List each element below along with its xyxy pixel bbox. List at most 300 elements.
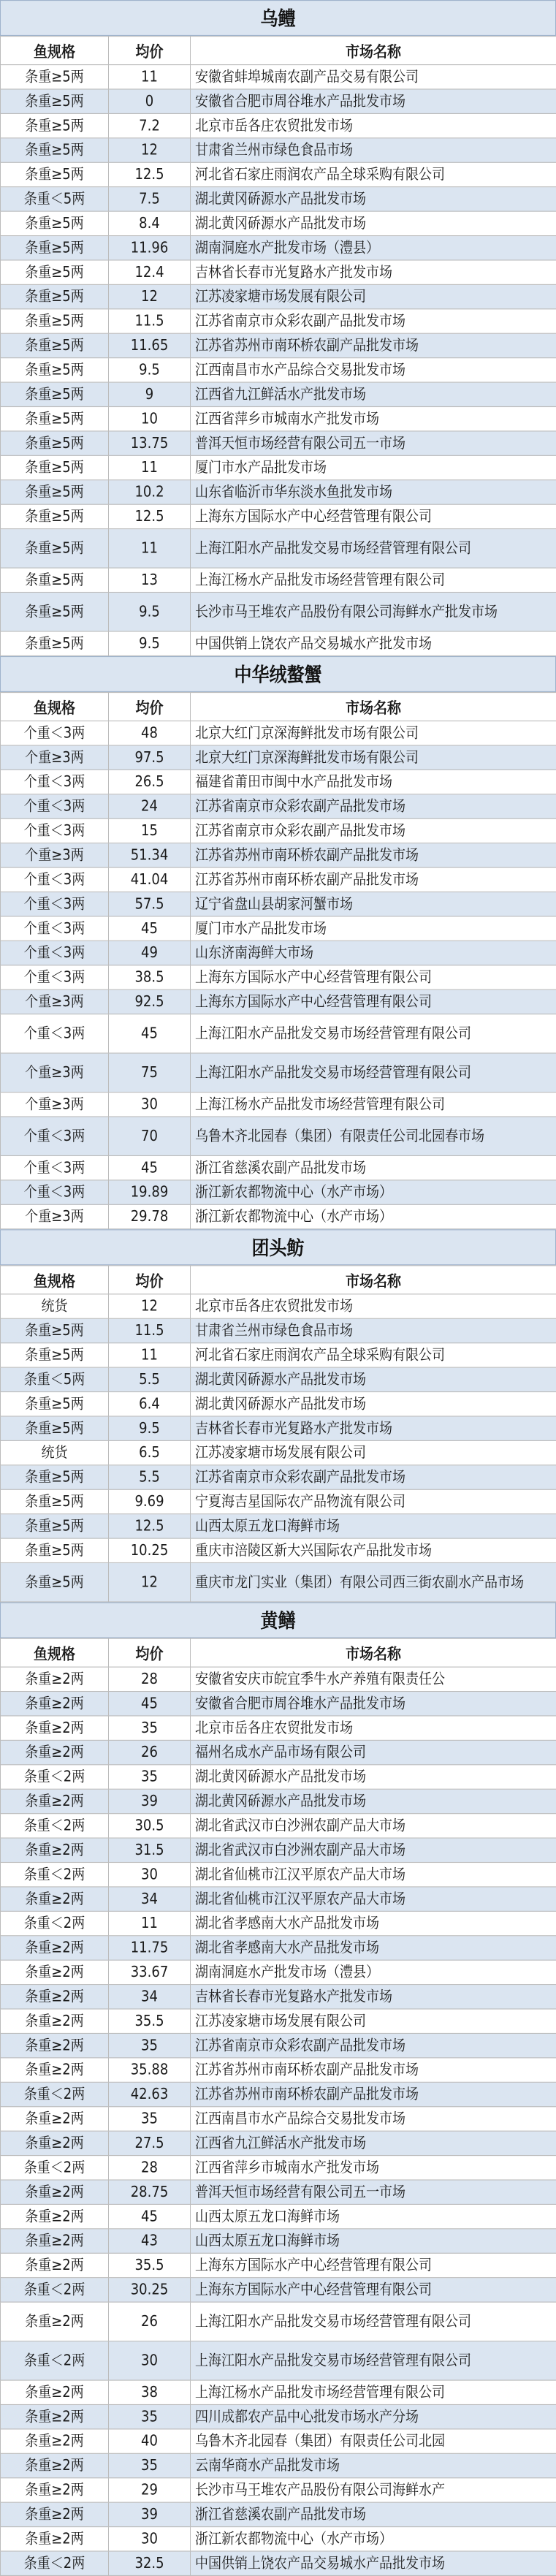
market-cell: 中国供销上饶农产品交易城水产品批发市场: [191, 2551, 556, 2575]
market-cell: 江苏省南京市众彩农副产品批发市场: [191, 794, 556, 818]
market-cell: 上海东方国际水产中心经营管理有限公司: [191, 965, 556, 989]
market-cell: 江西南昌市水产品综合交易批发市场: [191, 2107, 556, 2131]
table-row: [1, 382, 556, 406]
price-cell: 9.5: [109, 631, 191, 656]
spec-cell: 个重≥3两: [1, 1204, 109, 1228]
market-cell: 北京市岳各庄农贸批发市场: [191, 113, 556, 137]
market-cell: 长沙市马王堆农产品股份有限公司海鲜水产: [191, 2478, 556, 2502]
table-row: [1, 406, 556, 430]
table-row: [1, 1093, 556, 1117]
spec-cell: 个重＜3两: [1, 1014, 109, 1053]
spec-cell: 条重＜2两: [1, 2341, 109, 2380]
spec-cell: 条重≥2两: [1, 2009, 109, 2033]
table-row: [1, 2229, 556, 2253]
spec-cell: 条重≥2两: [1, 2404, 109, 2428]
price-cell: 12: [109, 1294, 191, 1318]
price-cell: 35: [109, 2453, 191, 2477]
price-table: [0, 1265, 556, 1602]
spec-cell: 条重＜2两: [1, 1814, 109, 1838]
table-row: [1, 1053, 556, 1092]
price-cell: 45: [109, 1014, 191, 1053]
spec-cell: 条重≥2两: [1, 2253, 109, 2277]
section-block: [0, 656, 556, 1229]
market-cell: 江苏省苏州市南环桥农副产品批发市场: [191, 333, 556, 357]
market-cell: 江苏省苏州市南环桥农副产品批发市场: [191, 2082, 556, 2106]
spec-cell: 个重≥3两: [1, 745, 109, 770]
market-cell: 江苏凌家塘市场发展有限公司: [191, 284, 556, 308]
price-cell: 30.25: [109, 2278, 191, 2302]
table-row: [1, 892, 556, 916]
spec-cell: 个重＜3两: [1, 1180, 109, 1204]
table-row: [1, 2278, 556, 2302]
table-row: [1, 1416, 556, 1440]
market-cell: 山西太原五龙口海鲜市场: [191, 1514, 556, 1538]
table-row: [1, 2009, 556, 2033]
market-cell: 乌鲁木齐北园春（集团）有限责任公司北园春市场: [191, 1117, 556, 1155]
price-cell: 30: [109, 1093, 191, 1117]
price-cell: 35: [109, 1765, 191, 1789]
table-row: [1, 89, 556, 113]
spec-cell: 条重＜2两: [1, 2551, 109, 2575]
market-cell: 江西省九江鲜活水产批发市场: [191, 382, 556, 406]
table-row: [1, 1014, 556, 1053]
table-row: [1, 1465, 556, 1489]
spec-cell: 条重＜2两: [1, 2082, 109, 2106]
market-cell: 湖北黄冈硚源水产品批发市场: [191, 1765, 556, 1789]
market-cell: 福州名成水产品市场有限公司: [191, 1740, 556, 1764]
table-row: [1, 529, 556, 568]
market-cell: 安徽省安庆市皖宜季牛水产养殖有限责任公: [191, 1667, 556, 1691]
table-row: [1, 2404, 556, 2428]
market-cell: 山西太原五龙口海鲜市场: [191, 2204, 556, 2228]
market-cell: 普洱天恒市场经营有限公司五一市场: [191, 431, 556, 455]
table-row: [1, 2204, 556, 2228]
table-row: [1, 916, 556, 941]
table-row: [1, 2131, 556, 2155]
table-row: [1, 631, 556, 656]
market-cell: 安徽省合肥市周谷堆水产品批发市场: [191, 89, 556, 113]
price-cell: 11: [109, 65, 191, 89]
market-cell: 上海江杨水产品批发市场经营管理有限公司: [191, 568, 556, 592]
spec-cell: 个重＜3两: [1, 1155, 109, 1179]
spec-cell: 条重≥5两: [1, 1563, 109, 1602]
spec-cell: 条重≥2两: [1, 2229, 109, 2253]
column-header-market: 市场名称: [191, 1638, 556, 1667]
table-row: [1, 2180, 556, 2204]
table-row: [1, 1343, 556, 1367]
market-cell: 安徽省合肥市周谷堆水产品批发市场: [191, 1692, 556, 1716]
market-cell: 上海东方国际水产中心经营管理有限公司: [191, 504, 556, 528]
table-row: [1, 236, 556, 260]
column-header-spec: 鱼规格: [1, 1266, 109, 1294]
market-cell: 山东济南海鲜大市场: [191, 941, 556, 965]
market-cell: 北京大红门京深海鲜批发市场有限公司: [191, 745, 556, 770]
price-table: [0, 1638, 556, 2576]
spec-cell: 条重≥2两: [1, 2033, 109, 2057]
spec-cell: 条重＜2两: [1, 1911, 109, 1935]
market-cell: 上海江阳水产品批发交易市场经营管理有限公司: [191, 2341, 556, 2380]
market-cell: 云南华商水产品批发市场: [191, 2453, 556, 2477]
market-cell: 江苏省南京市众彩农副产品批发市场: [191, 2033, 556, 2057]
spec-cell: 个重＜3两: [1, 965, 109, 989]
table-row: [1, 2253, 556, 2277]
price-cell: 6.4: [109, 1392, 191, 1416]
price-table: [0, 692, 556, 1229]
table-row: [1, 1318, 556, 1342]
table-row: [1, 721, 556, 745]
spec-cell: 条重≥2两: [1, 1960, 109, 1984]
price-cell: 38: [109, 2380, 191, 2404]
table-row: [1, 2453, 556, 2477]
market-cell: 重庆市涪陵区新大兴国际农产品批发市场: [191, 1538, 556, 1562]
price-cell: 49: [109, 941, 191, 965]
market-cell: 四川成都农产品中心批发市场水产分场: [191, 2404, 556, 2428]
market-cell: 福建省莆田市闽中水产品批发市场: [191, 770, 556, 794]
spec-cell: 个重＜3两: [1, 794, 109, 818]
spec-cell: 条重≥5两: [1, 455, 109, 479]
table-row: [1, 1765, 556, 1789]
market-cell: 北京市岳各庄农贸批发市场: [191, 1294, 556, 1318]
spec-cell: 条重≥2两: [1, 2502, 109, 2526]
table-row: [1, 1514, 556, 1538]
spec-cell: 条重≥2两: [1, 2478, 109, 2502]
table-row: [1, 2429, 556, 2453]
table-row: [1, 455, 556, 479]
spec-cell: 条重＜5两: [1, 187, 109, 211]
table-row: [1, 1862, 556, 1886]
table-row: [1, 1789, 556, 1813]
spec-cell: 个重≥3两: [1, 989, 109, 1014]
table-row: [1, 2082, 556, 2106]
table-row: [1, 2107, 556, 2131]
price-cell: 12.4: [109, 260, 191, 284]
section-title: 团头鲂: [0, 1229, 556, 1265]
table-row: [1, 162, 556, 186]
spec-cell: 条重＜2两: [1, 1765, 109, 1789]
table-row: [1, 1367, 556, 1391]
table-row: [1, 1155, 556, 1179]
table-row: [1, 1716, 556, 1740]
table-row: [1, 1117, 556, 1155]
table-row: [1, 358, 556, 382]
spec-cell: 条重≥5两: [1, 211, 109, 235]
column-header-price: 均价: [109, 1638, 191, 1667]
spec-cell: 条重≥5两: [1, 631, 109, 656]
spec-cell: 个重＜3两: [1, 867, 109, 892]
price-cell: 28: [109, 2156, 191, 2180]
table-row: [1, 1814, 556, 1838]
price-cell: 48: [109, 721, 191, 745]
price-cell: 12.5: [109, 162, 191, 186]
spec-cell: 统货: [1, 1440, 109, 1464]
spec-cell: 条重≥5两: [1, 431, 109, 455]
market-cell: 上海江阳水产品批发交易市场经营管理有限公司: [191, 1014, 556, 1053]
table-row: [1, 187, 556, 211]
table-row: [1, 1440, 556, 1464]
spec-cell: 个重＜3两: [1, 818, 109, 843]
spec-cell: 条重≥2两: [1, 1692, 109, 1716]
table-row: [1, 1667, 556, 1691]
price-cell: 30: [109, 1862, 191, 1886]
table-row: [1, 867, 556, 892]
price-cell: 11: [109, 455, 191, 479]
header-row: [1, 1638, 556, 1667]
price-cell: 11.75: [109, 1936, 191, 1960]
table-row: [1, 745, 556, 770]
spec-cell: 条重≥5两: [1, 480, 109, 504]
market-cell: 湖南洞庭水产批发市场（澧县）: [191, 236, 556, 260]
table-row: [1, 2033, 556, 2057]
price-cell: 12: [109, 284, 191, 308]
price-cell: 75: [109, 1053, 191, 1092]
price-cell: 11.65: [109, 333, 191, 357]
market-cell: 湖南洞庭水产批发市场（澧县）: [191, 1960, 556, 1984]
price-cell: 97.5: [109, 745, 191, 770]
spec-cell: 条重≥2两: [1, 2131, 109, 2155]
spec-cell: 条重≥2两: [1, 1789, 109, 1813]
spec-cell: 条重≥5两: [1, 529, 109, 568]
price-cell: 27.5: [109, 2131, 191, 2155]
table-row: [1, 1887, 556, 1911]
table-row: [1, 1180, 556, 1204]
spec-cell: 条重＜2两: [1, 2156, 109, 2180]
price-cell: 11: [109, 529, 191, 568]
spec-cell: 个重＜3两: [1, 1117, 109, 1155]
price-cell: 5.5: [109, 1367, 191, 1391]
market-cell: 浙江省慈溪农副产品批发市场: [191, 2502, 556, 2526]
market-cell: 浙江新农都物流中心（水产市场）: [191, 1204, 556, 1228]
spec-cell: 条重≥2两: [1, 2453, 109, 2477]
section-block: [0, 1229, 556, 1602]
spec-cell: 条重≥2两: [1, 2107, 109, 2131]
spec-cell: 条重≥2两: [1, 1716, 109, 1740]
price-cell: 24: [109, 794, 191, 818]
table-row: [1, 2380, 556, 2404]
market-cell: 上海江阳水产品批发交易市场经营管理有限公司: [191, 1053, 556, 1092]
price-cell: 10: [109, 406, 191, 430]
price-cell: 33.67: [109, 1960, 191, 1984]
spec-cell: 个重＜3两: [1, 941, 109, 965]
spec-cell: 条重≥5两: [1, 1514, 109, 1538]
price-cell: 0: [109, 89, 191, 113]
market-cell: 北京大红门京深海鲜批发市场有限公司: [191, 721, 556, 745]
column-header-spec: 鱼规格: [1, 37, 109, 65]
spec-cell: 条重＜2两: [1, 1862, 109, 1886]
spec-cell: 条重≥5两: [1, 1465, 109, 1489]
price-cell: 10.2: [109, 480, 191, 504]
spec-cell: 个重≥3两: [1, 843, 109, 867]
table-row: [1, 65, 556, 89]
table-row: [1, 1960, 556, 1984]
table-row: [1, 818, 556, 843]
market-cell: 湖北黄冈硚源水产品批发市场: [191, 1789, 556, 1813]
price-cell: 11: [109, 1911, 191, 1935]
price-cell: 12.5: [109, 1514, 191, 1538]
market-cell: 湖北省仙桃市江汉平原农产品大市场: [191, 1887, 556, 1911]
spec-cell: 条重≥5两: [1, 162, 109, 186]
market-cell: 湖北省仙桃市江汉平原农产品大市场: [191, 1862, 556, 1886]
section-block: [0, 0, 556, 656]
market-cell: 江苏省苏州市南环桥农副产品批发市场: [191, 2058, 556, 2082]
spec-cell: 条重＜2两: [1, 2278, 109, 2302]
header-row: [1, 37, 556, 65]
spec-cell: 条重＜5两: [1, 1367, 109, 1391]
price-cell: 11: [109, 1343, 191, 1367]
table-row: [1, 965, 556, 989]
header-row: [1, 693, 556, 721]
price-cell: 35.88: [109, 2058, 191, 2082]
spec-cell: 个重＜3两: [1, 721, 109, 745]
table-row: [1, 1911, 556, 1935]
price-cell: 32.5: [109, 2551, 191, 2575]
spec-cell: 条重≥2两: [1, 2180, 109, 2204]
price-cell: 10.25: [109, 1538, 191, 1562]
table-row: [1, 480, 556, 504]
market-cell: 江苏凌家塘市场发展有限公司: [191, 1440, 556, 1464]
market-cell: 河北省石家庄雨润农产品全球采购有限公司: [191, 1343, 556, 1367]
market-cell: 湖北省孝感南大水产品批发市场: [191, 1911, 556, 1935]
spec-cell: 条重≥2两: [1, 2302, 109, 2341]
price-cell: 7.2: [109, 113, 191, 137]
price-cell: 30: [109, 2341, 191, 2380]
table-row: [1, 284, 556, 308]
market-cell: 江苏省苏州市南环桥农副产品批发市场: [191, 843, 556, 867]
table-row: [1, 2156, 556, 2180]
market-cell: 江苏省南京市众彩农副产品批发市场: [191, 309, 556, 333]
price-cell: 11.96: [109, 236, 191, 260]
table-row: [1, 211, 556, 235]
spec-cell: 条重≥5两: [1, 1343, 109, 1367]
market-cell: 湖北黄冈硚源水产品批发市场: [191, 187, 556, 211]
price-cell: 45: [109, 1692, 191, 1716]
table-row: [1, 2551, 556, 2575]
table-row: [1, 2527, 556, 2551]
spec-cell: 统货: [1, 1294, 109, 1318]
price-cell: 5.5: [109, 1465, 191, 1489]
market-cell: 乌鲁木齐北园春（集团）有限责任公司北园: [191, 2429, 556, 2453]
market-cell: 江西省萍乡市城南水产批发市场: [191, 2156, 556, 2180]
header-row: [1, 1266, 556, 1294]
table-row: [1, 1489, 556, 1513]
table-row: [1, 794, 556, 818]
price-cell: 35.5: [109, 2253, 191, 2277]
price-cell: 39: [109, 1789, 191, 1813]
market-cell: 甘肃省兰州市绿色食品市场: [191, 138, 556, 162]
market-cell: 江苏省苏州市南环桥农副产品批发市场: [191, 867, 556, 892]
table-row: [1, 568, 556, 592]
column-header-price: 均价: [109, 693, 191, 721]
spec-cell: 条重≥5两: [1, 138, 109, 162]
market-cell: 上海东方国际水产中心经营管理有限公司: [191, 2253, 556, 2277]
spec-cell: 条重≥5两: [1, 382, 109, 406]
spec-cell: 条重≥2两: [1, 2380, 109, 2404]
spec-cell: 条重≥5两: [1, 113, 109, 137]
column-header-market: 市场名称: [191, 1266, 556, 1294]
market-cell: 宁夏海吉星国际农产品物流有限公司: [191, 1489, 556, 1513]
market-cell: 厦门市水产品批发市场: [191, 916, 556, 941]
market-cell: 上海江阳水产品批发交易市场经营管理有限公司: [191, 529, 556, 568]
table-row: [1, 1563, 556, 1602]
market-cell: 重庆市龙门实业（集团）有限公司西三街农副水产品市场: [191, 1563, 556, 1602]
price-cell: 70: [109, 1117, 191, 1155]
price-cell: 13: [109, 568, 191, 592]
price-cell: 9.5: [109, 358, 191, 382]
spec-cell: 条重≥5两: [1, 1538, 109, 1562]
market-cell: 江西省萍乡市城南水产批发市场: [191, 406, 556, 430]
spec-cell: 个重＜3两: [1, 770, 109, 794]
table-row: [1, 138, 556, 162]
market-cell: 吉林省长春市光复路水产批发市场: [191, 1416, 556, 1440]
market-cell: 上海东方国际水产中心经营管理有限公司: [191, 989, 556, 1014]
table-row: [1, 1838, 556, 1862]
spec-cell: 条重≥2两: [1, 2429, 109, 2453]
table-row: [1, 333, 556, 357]
table-row: [1, 1294, 556, 1318]
market-cell: 吉林省长春市光复路水产批发市场: [191, 1985, 556, 2009]
table-row: [1, 1740, 556, 1764]
price-cell: 26.5: [109, 770, 191, 794]
market-cell: 上海江阳水产品批发交易市场经营管理有限公司: [191, 2302, 556, 2341]
spec-cell: 条重≥5两: [1, 1416, 109, 1440]
table-row: [1, 593, 556, 631]
price-cell: 29: [109, 2478, 191, 2502]
market-cell: 厦门市水产品批发市场: [191, 455, 556, 479]
price-cell: 35.5: [109, 2009, 191, 2033]
market-cell: 江西省九江鲜活水产批发市场: [191, 2131, 556, 2155]
spec-cell: 条重≥5两: [1, 309, 109, 333]
price-cell: 40: [109, 2429, 191, 2453]
spec-cell: 条重≥2两: [1, 1740, 109, 1764]
market-cell: 浙江新农都物流中心（水产市场）: [191, 2527, 556, 2551]
column-header-spec: 鱼规格: [1, 1638, 109, 1667]
price-cell: 92.5: [109, 989, 191, 1014]
price-cell: 12: [109, 1563, 191, 1602]
column-header-market: 市场名称: [191, 693, 556, 721]
spec-cell: 条重≥5两: [1, 593, 109, 631]
market-cell: 吉林省长春市光复路水产批发市场: [191, 260, 556, 284]
table-row: [1, 1204, 556, 1228]
spec-cell: 条重≥5两: [1, 358, 109, 382]
market-cell: 辽宁省盘山县胡家河蟹市场: [191, 892, 556, 916]
price-cell: 9: [109, 382, 191, 406]
price-cell: 34: [109, 1887, 191, 1911]
spec-cell: 条重≥5两: [1, 504, 109, 528]
market-cell: 湖北省孝感南大水产品批发市场: [191, 1936, 556, 1960]
market-cell: 江苏省南京市众彩农副产品批发市场: [191, 1465, 556, 1489]
price-cell: 30.5: [109, 1814, 191, 1838]
table-row: [1, 843, 556, 867]
table-row: [1, 2478, 556, 2502]
market-cell: 浙江新农都物流中心（水产市场）: [191, 1180, 556, 1204]
spec-cell: 个重＜3两: [1, 892, 109, 916]
section-title: 乌鳢: [0, 0, 556, 36]
price-cell: 8.4: [109, 211, 191, 235]
price-cell: 45: [109, 916, 191, 941]
table-row: [1, 1692, 556, 1716]
market-cell: 安徽省蚌埠城南农副产品交易有限公司: [191, 65, 556, 89]
price-cell: 9.5: [109, 593, 191, 631]
price-cell: 26: [109, 1740, 191, 1764]
price-cell: 15: [109, 818, 191, 843]
table-row: [1, 1392, 556, 1416]
spec-cell: 条重≥5两: [1, 1318, 109, 1342]
table-row: [1, 309, 556, 333]
spec-cell: 条重≥5两: [1, 568, 109, 592]
price-cell: 31.5: [109, 1838, 191, 1862]
market-cell: 长沙市马王堆农产品股份有限公司海鲜水产批发市场: [191, 593, 556, 631]
price-cell: 42.63: [109, 2082, 191, 2106]
spec-cell: 条重≥2两: [1, 1838, 109, 1862]
